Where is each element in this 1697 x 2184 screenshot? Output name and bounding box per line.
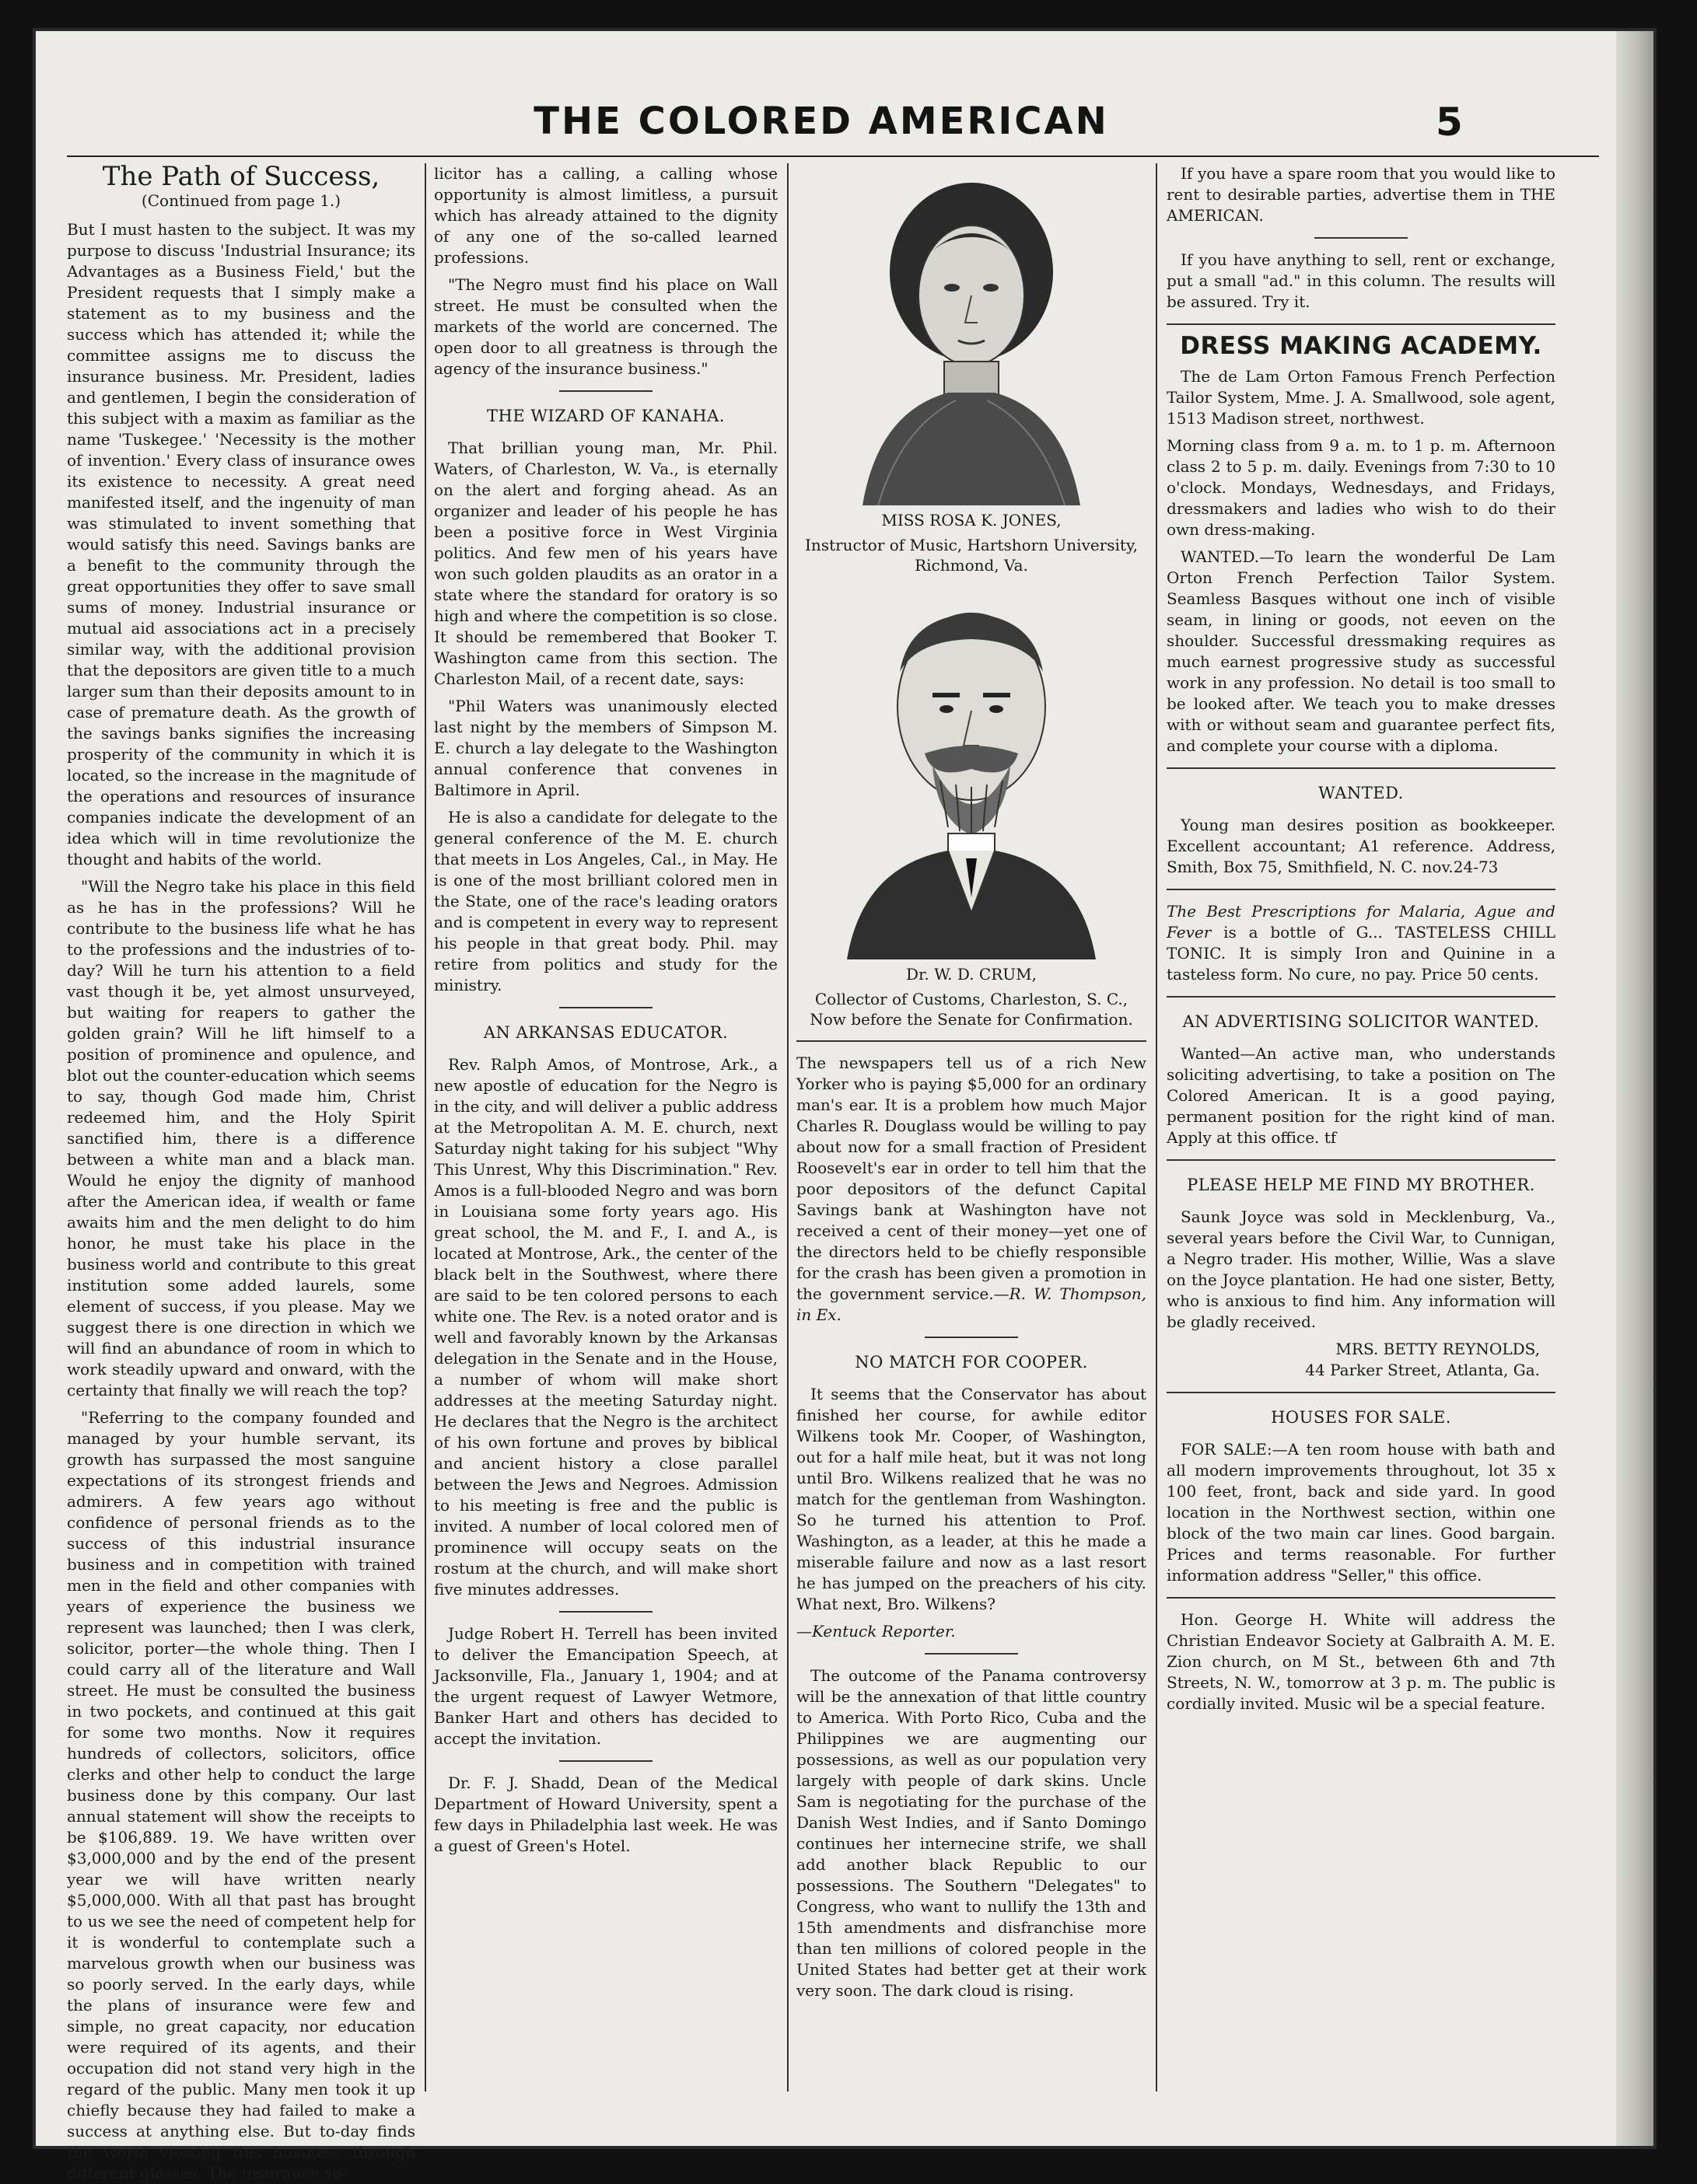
ad-paragraph: FOR SALE:—A ten room house with bath and all modern improvements throughout, lot 35 x 100 feet, front, back and side yard. In good location in the Northwest section, within one block of the two main car lines. Good bargain. Prices and terms reasonable. For further information address "Seller," this office. — [1167, 1440, 1555, 1585]
headline-find-brother: PLEASE HELP ME FIND MY BROTHER. — [1187, 1176, 1535, 1194]
signature-address: 44 Parker Street, Atlanta, Ga. — [1305, 1361, 1540, 1379]
portrait1-caption-name: MISS ROSA K. JONES, — [881, 511, 1062, 529]
divider — [559, 390, 653, 392]
page-edge — [1616, 31, 1653, 2146]
headline-houses: HOUSES FOR SALE. — [1271, 1408, 1451, 1427]
portrait2-caption-name: Dr. W. D. CRUM, — [906, 965, 1037, 984]
headline-wanted: WANTED. — [1318, 784, 1404, 802]
masthead: THE COLORED AMERICAN — [534, 100, 1109, 143]
headline-dress-making: DRESS MAKING ACADEMY. — [1180, 332, 1542, 360]
divider — [1167, 1159, 1555, 1161]
column-2 — [434, 163, 778, 2060]
divider — [1167, 889, 1555, 890]
article-paragraph: But I must hasten to the subject. It was my purpose to discuss 'Industrial Insurance; its Advantages as a Business Field,' but the President requests that I simply make a statement as to my business and the success which has attended it; while the committee assigns me to discuss the insurance business. Mr. President, ladies and gentlemen, I begin the consideration of this subject with a maxim as familiar as the name 'Tuskegee.' 'Necessity is the mother of invention.' Every class of insurance owes its existence to necessity. A great need manifested itself, and the ingenuity of man was stimulated to invent something that would satisfy this need. Savings banks are a benefit to the community through the great opportunities they offer to save small sums of money. Industrial insurance or mutual aid associations act in a precisely similar way, with the additional provision that the depositors are given title to a much larger sum than their deposits amount to in case of premature death. As the growth of the savings banks signifies the increasing prosperity of the community in which it is located, so the increase in the magnitude of the operations and resources of insurance companies indicate the development of an idea which will in time revolutionize the thought and habits of the world. — [67, 220, 415, 868]
headline-cooper: NO MATCH FOR COOPER. — [855, 1353, 1088, 1372]
masthead-rule — [67, 156, 1599, 157]
divider — [1167, 996, 1555, 998]
news-source: R. W. Thompson, in Ex. — [796, 1284, 1147, 1324]
ad-paragraph: Saunk Joyce was sold in Mecklenburg, Va., several years before the Civil War, to Cunnigan, a Negro trader. His mother, Willie, Was a slave on the Joyce plantation. He had one sister, Betty, who is anxious to find him. Any information will be gladly received. — [1167, 1207, 1555, 1331]
article-paragraph: "Will the Negro take his place in this field as he has in the professions? Will he contribute to the business life what he has to the professions and the industries of to-day? Will he turn his attention to a field vast though it be, yet almost unsurveyed, but waiting for reapers to gather the golden grain? Will he lift himself to a position of prominence and opulence, and blot out the counter-education which seems to say, though God made him, Christ redeemed him, and the Holy Spirit sanctified him, there is a difference between a white man and a black man. Would he enjoy the dignity of manhood after the American idea, if wealth or fame awaits him and the men delight to do him honor, he must take his place in the business world and contribute to this great institution some added laurels, some element of success, if you please. May we suggest there is one direction in which we will find an abundance of room in which to work steadily upward and onward, with the certainty that finally we will reach the top? — [67, 877, 415, 1400]
portrait1-caption-title: Instructor of Music, Hartshorn University, Richmond, Va. — [805, 536, 1138, 575]
ad-paragraph: Young man desires position as bookkeeper. Excellent accountant; A1 reference. Address, Smith, Box 75, Smithfield, N. C. nov.24-73 — [1167, 816, 1555, 876]
ad-paragraph: If you have anything to sell, rent or exchange, put a small "ad." in this column. The results will be assured. Try it. — [1167, 250, 1555, 311]
divider — [925, 1337, 1018, 1338]
ad-paragraph: If you have a spare room that you would like to rent to desirable parties, advertise them in THE AMERICAN. — [1167, 164, 1555, 225]
article-paragraph: Judge Robert H. Terrell has been invited to deliver the Emancipation Speech, at Jacksonville, Fla., January 1, 1904; and at the urgent request of Lawyer Wetmore, Banker Hart and others has decided to accept the invitation. — [434, 1624, 778, 1748]
column-rule-2 — [787, 163, 789, 2091]
divider — [559, 1007, 653, 1008]
article-source: —Kentuck Reporter. — [796, 1622, 956, 1641]
column-1 — [67, 161, 415, 2182]
newspaper-page — [36, 31, 1653, 2182]
column-4 — [1167, 163, 1555, 2060]
article-paragraph: It seems that the Conservator has about finished her course, for awhile editor Wilkens took Mr. Cooper, of Washington, out for a half mile heat, but it was not long until Bro. Wilkens realized that he was no match for the gentleman from Washington. So he turned his attention to Prof. Washington, as a leader, at this he made a miserable failure and now as a last resort he has jumped on the preachers of his city. What next, Bro. Wilkens? — [796, 1385, 1146, 1613]
divider — [1167, 323, 1555, 325]
divider — [1167, 767, 1555, 769]
ad-paragraph: Morning class from 9 a. m. to 1 p. m. Afternoon class 2 to 5 p. m. daily. Evenings from 7:30 to 10 o'clock. Mondays, Wednesdays, and Fridays, dressmakers and ladies who wish to do their own dress-making. — [1167, 436, 1555, 539]
article-paragraph: Rev. Ralph Amos, of Montrose, Ark., a new apostle of education for the Negro is in the city, and will deliver a public address at the Metropolitan A. M. E. church, next Saturday night taking for his subject "Why This Unrest, Why this Discrimination." Rev. Amos is a full-blooded Negro and was born in Louisiana some forty years ago. His great school, the M. and F., I. and A., is located at Montrose, Ark., the center of the black belt in the Southwest, where there are said to be ten colored persons to each white one. The Rev. is a noted orator and is well and favorably known by the Arkansas delegation in the Senate and in the House, a number of whom will make short addresses at the meeting Saturday night. He declares that the Negro is the architect of his own fortune and proves by biblical and ancient history a close parallel between the Jews and Negroes. Admission to his meeting is free and the public is invited. A number of local colored men of prominence will occupy seats on the rostum at the church, and will make short five minutes addresses. — [434, 1055, 778, 1599]
column-rule-1 — [425, 163, 426, 2091]
ad-paragraph — [1167, 901, 1555, 985]
page-number: 5 — [1436, 100, 1463, 145]
article-paragraph: "Phil Waters was unanimously elected last night by the members of Simpson M. E. church a lay delegate to the Washington annual conference that convenes in Baltimore in April. — [434, 697, 778, 799]
divider — [1314, 237, 1408, 239]
article-paragraph — [796, 1053, 1146, 1326]
divider — [1167, 1392, 1555, 1393]
article-paragraph: "Referring to the company founded and managed by your humble servant, its growth has surpassed the most sanguine expectations of its strongest friends and admirers. A few years ago without confidence of personal friends as to the success of this industrial insurance business and in competition with trained men in the field and other companies with years of experience the business we represent was launched; then I was clerk, solicitor, porter—the whole thing. Then I could carry all of the literature and Wall street. He must be consulted the business in two pockets, and continued at this gait for some two months. Now it requires hundreds of collectors, solicitors, office clerks and other help to conduct the large business done by this company. Our last annual statement will show the receipts to be $106,889. 19. We have written over $3,000,000 and by the end of the present year we will have written nearly $5,000,000. With all that past has brought to us we see the need of competent help for it is wonderful to contemplate such a marvelous growth when our business was so poorly served. In the early days, while the plans of insurance were few and simple, no great capacity, nor education were required of its agents, and their occupation did not stand very high in the regard of the public. Many men took it up chiefly because they had failed to make a success at anything else. But to-day finds the world viewing this business through different glasses. The insurance so- — [67, 1408, 415, 2182]
divider — [1167, 1597, 1555, 1599]
malaria-text: is a bottle of G... TASTELESS CHILL TONIC. It is simply Iron and Quinine in a tasteless form. No cure, no pay. Price 50 cents. — [1167, 923, 1555, 984]
divider — [925, 1653, 1018, 1655]
column-rule-3 — [1156, 163, 1157, 2091]
article-paragraph: The outcome of the Panama controversy will be the annexation of that little country to America. With Porto Rico, Cuba and the Philippines we are augmenting our possessions, as well as our population very largely with people of dark skins. Uncle Sam is negotiating for the purchase of the Danish West Indies, and if Santo Domingo continues her internecine strife, we shall add another black Republic to our possessions. The Southern "Delegates" to Congress, who want to nullify the 13th and 15th amendments and disfranchise more than ten millions of colored people in the United States had better get at their work very soon. The dark cloud is rising. — [796, 1666, 1146, 2000]
divider — [796, 1040, 1146, 1042]
headline-arkansas: AN ARKANSAS EDUCATOR. — [483, 1023, 729, 1042]
article-paragraph: Dr. F. J. Shadd, Dean of the Medical Department of Howard University, spent a few days in Philadelphia last week. He was a guest of Green's Hotel. — [434, 1773, 778, 1855]
ad-paragraph: WANTED.—To learn the wonderful De Lam Orton French Perfection Tailor System. Seamless Basques without one inch of visible seam, in lining or goods, not eeven on the shoulder. Successful dressmaking requires as much earnest progressive study as successful work in any profession. No detail is too small to be looked after. We teach you to make dresses with or without seam and guarantee perfect fits, and complete your course with a diploma. — [1167, 547, 1555, 755]
signature-name: MRS. BETTY REYNOLDS, — [1335, 1340, 1540, 1358]
portrait2-caption-title: Collector of Customs, Charleston, S. C., Now before the Senate for Confirmation. — [810, 990, 1133, 1029]
article-paragraph: Hon. George H. White will address the Christian Endeavor Society at Galbraith A. M. E. Zion church, on M St., between 6th and 7th Streets, N. W., tomorrow at 3 p. m. The public is cordially invited. Music wil be a special feature. — [1167, 1610, 1555, 1713]
column-3 — [796, 163, 1146, 2060]
article-paragraph: He is also a candidate for delegate to the general conference of the M. E. church that meets in Los Angeles, Cal., in May. He is one of the most brilliant colored men in the State, one of the race's leading orators and is competent in every way to represent his people in that great body. Phil. may retire from politics and study for the ministry. — [434, 808, 778, 994]
ad-paragraph: The de Lam Orton Famous French Perfection Tailor System, Mme. J. A. Smallwood, sole agent, 1513 Madison street, northwest. — [1167, 367, 1555, 428]
article-title-path-of-success: The Path of Success, — [102, 161, 380, 192]
headline-wizard: THE WIZARD OF KANAHA. — [487, 407, 725, 425]
news-text: The newspapers tell us of a rich New Yorker who is paying $5,000 for an ordinary man's ear. It is a problem how much Major Charles R. Douglass would be willing to pay about now for a small fraction of President Roosevelt's ear in order to tell him that the poor depositors of the defunct Capital Savings bank at Washington have not received a cent of their money—yet one of the directors held to be chiefly responsible for the crash has been given a promotion in the government service.— — [796, 1054, 1146, 1303]
malaria-headline: The Best Prescriptions for Malaria, Ague and Fever — [1167, 902, 1555, 942]
article-paragraph: licitor has a calling, a calling whose opportunity is almost limitless, a pursuit which has already attained to the dignity of any one of the so-called learned professions. — [434, 164, 778, 267]
article-paragraph: "The Negro must find his place on Wall street. He must be consulted when the markets of the world are concerned. The open door to all greatness is through the agency of the insurance business." — [434, 275, 778, 378]
portrait-wd-crum-image — [824, 586, 1119, 959]
divider — [559, 1760, 653, 1762]
divider — [559, 1611, 653, 1613]
portrait-rosa-jones-image — [831, 163, 1111, 505]
headline-solicitor: AN ADVERTISING SOLICITOR WANTED. — [1182, 1012, 1540, 1031]
article-paragraph: That brillian young man, Mr. Phil. Waters, of Charleston, W. Va., is eternally on the alert and forging ahead. As an organizer and leader of his people he has been a positive force in West Virginia politics. And few men of his years have won such golden plaudits as an orator in a state where the standard for oratory is so high and where the competition is so close. It should be remembered that Booker T. Washington came from this section. The Charleston Mail, of a recent date, says: — [434, 439, 778, 688]
article-subtitle: (Continued from page 1.) — [141, 191, 341, 210]
ad-paragraph: Wanted—An active man, who understands soliciting advertising, to take a position on The Colored American. It is a good paying, permanent position for the right kind of man. Apply at this office. tf — [1167, 1044, 1555, 1147]
